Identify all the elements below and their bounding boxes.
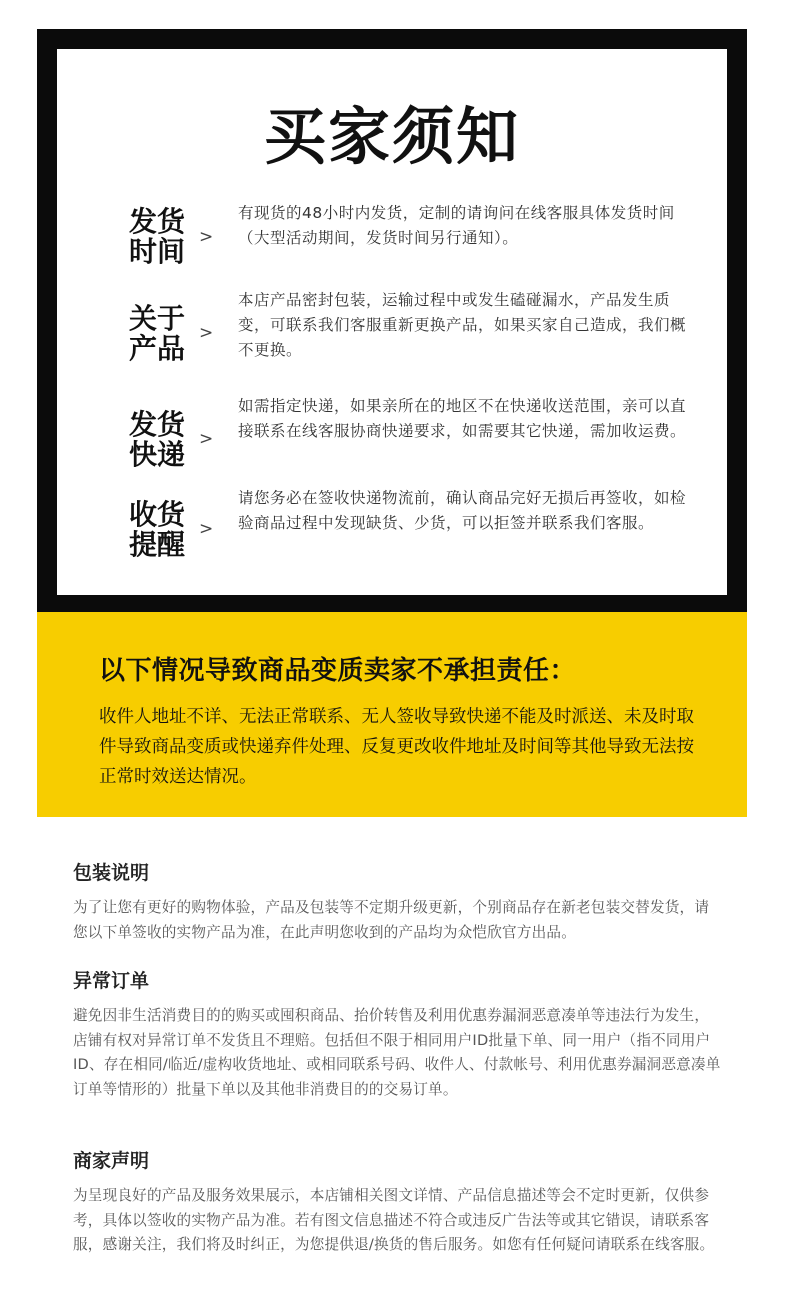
rule-text: 本店产品密封包装，运输过程中或发生磕碰漏水，产品发生质变，可联系我们客服重新更换产品，如果买家自己造成，我们概不更换。: [238, 291, 687, 359]
buyer-notice-card: [57, 49, 727, 595]
rule-label: 发货 快递: [129, 408, 186, 471]
section-text: 为呈现良好的产品及服务效果展示，本店铺相关图文详情、产品信息描述等会不定时更新，仅供参考，具体以签收的实物产品为准。若有图文信息描述不符合或违反广告法等或其它错误，请联系客服，感谢关注，我们将及时纠正，为您提供退/换货的售后服务。如您有任何疑问请联系在线客服。: [73, 1187, 715, 1253]
section-abnormal-orders: [73, 968, 723, 1102]
rule-label: 关于 产品: [129, 302, 186, 365]
rule-label: 发货 时间: [129, 205, 186, 268]
section-merchant-statement: [73, 1148, 723, 1258]
chevron-right-icon: >: [199, 323, 214, 343]
rule-text: 如需指定快递，如果亲所在的地区不在快递收送范围，亲可以直接联系在线客服协商快递要求，如需要其它快递，需加收运费。: [238, 397, 687, 440]
section-text: 为了让您有更好的购物体验，产品及包装等不定期升级更新，个别商品存在新老包装交替发货，请您以下单签收的实物产品为准，在此声明您收到的产品均为众恺欣官方出品。: [73, 899, 710, 941]
liability-banner: [37, 612, 747, 817]
liability-text: 收件人地址不详、无法正常联系、无人签收导致快递不能及时派送、未及时取件导致商品变质或快递弃件处理、反复更改收件地址及时间等其他导致无法按正常时效送达情况。: [99, 707, 694, 787]
section-title: 商家声明: [73, 1150, 150, 1172]
section-title: 包装说明: [73, 862, 150, 884]
rule-text: 请您务必在签收快递物流前，确认商品完好无损后再签收，如检验商品过程中发现缺货、少货，可以拒签并联系我们客服。: [238, 489, 687, 532]
rule-label: 收货 提醒: [129, 498, 186, 561]
section-title: 异常订单: [73, 970, 150, 992]
buyer-notice-frame: [37, 29, 747, 612]
section-packaging: [73, 860, 723, 945]
notice-title: 买家须知: [263, 100, 520, 173]
chevron-right-icon: >: [199, 429, 214, 449]
rule-text: 有现货的48小时内发货，定制的请询问在线客服具体发货时间（大型活动期间，发货时间另行通知）。: [238, 204, 675, 247]
chevron-right-icon: >: [199, 227, 214, 247]
liability-heading: 以下情况导致商品变质卖家不承担责任：: [99, 656, 577, 686]
section-text: 避免因非生活消费目的的购买或囤积商品、抬价转售及利用优惠券漏洞恶意凑单等违法行为发生，店铺有权对异常订单不发货且不理赔。包括但不限于相同用户ID批量下单、同一用户（指不同用户ID、存在相同/临近/虚构收货地址、或相同联系号码、收件人、付款帐号、利用优惠券漏洞恶意凑单订单等情形的）批量下单以及其他非消费目的的交易订单。: [73, 1007, 721, 1098]
chevron-right-icon: >: [199, 519, 214, 539]
